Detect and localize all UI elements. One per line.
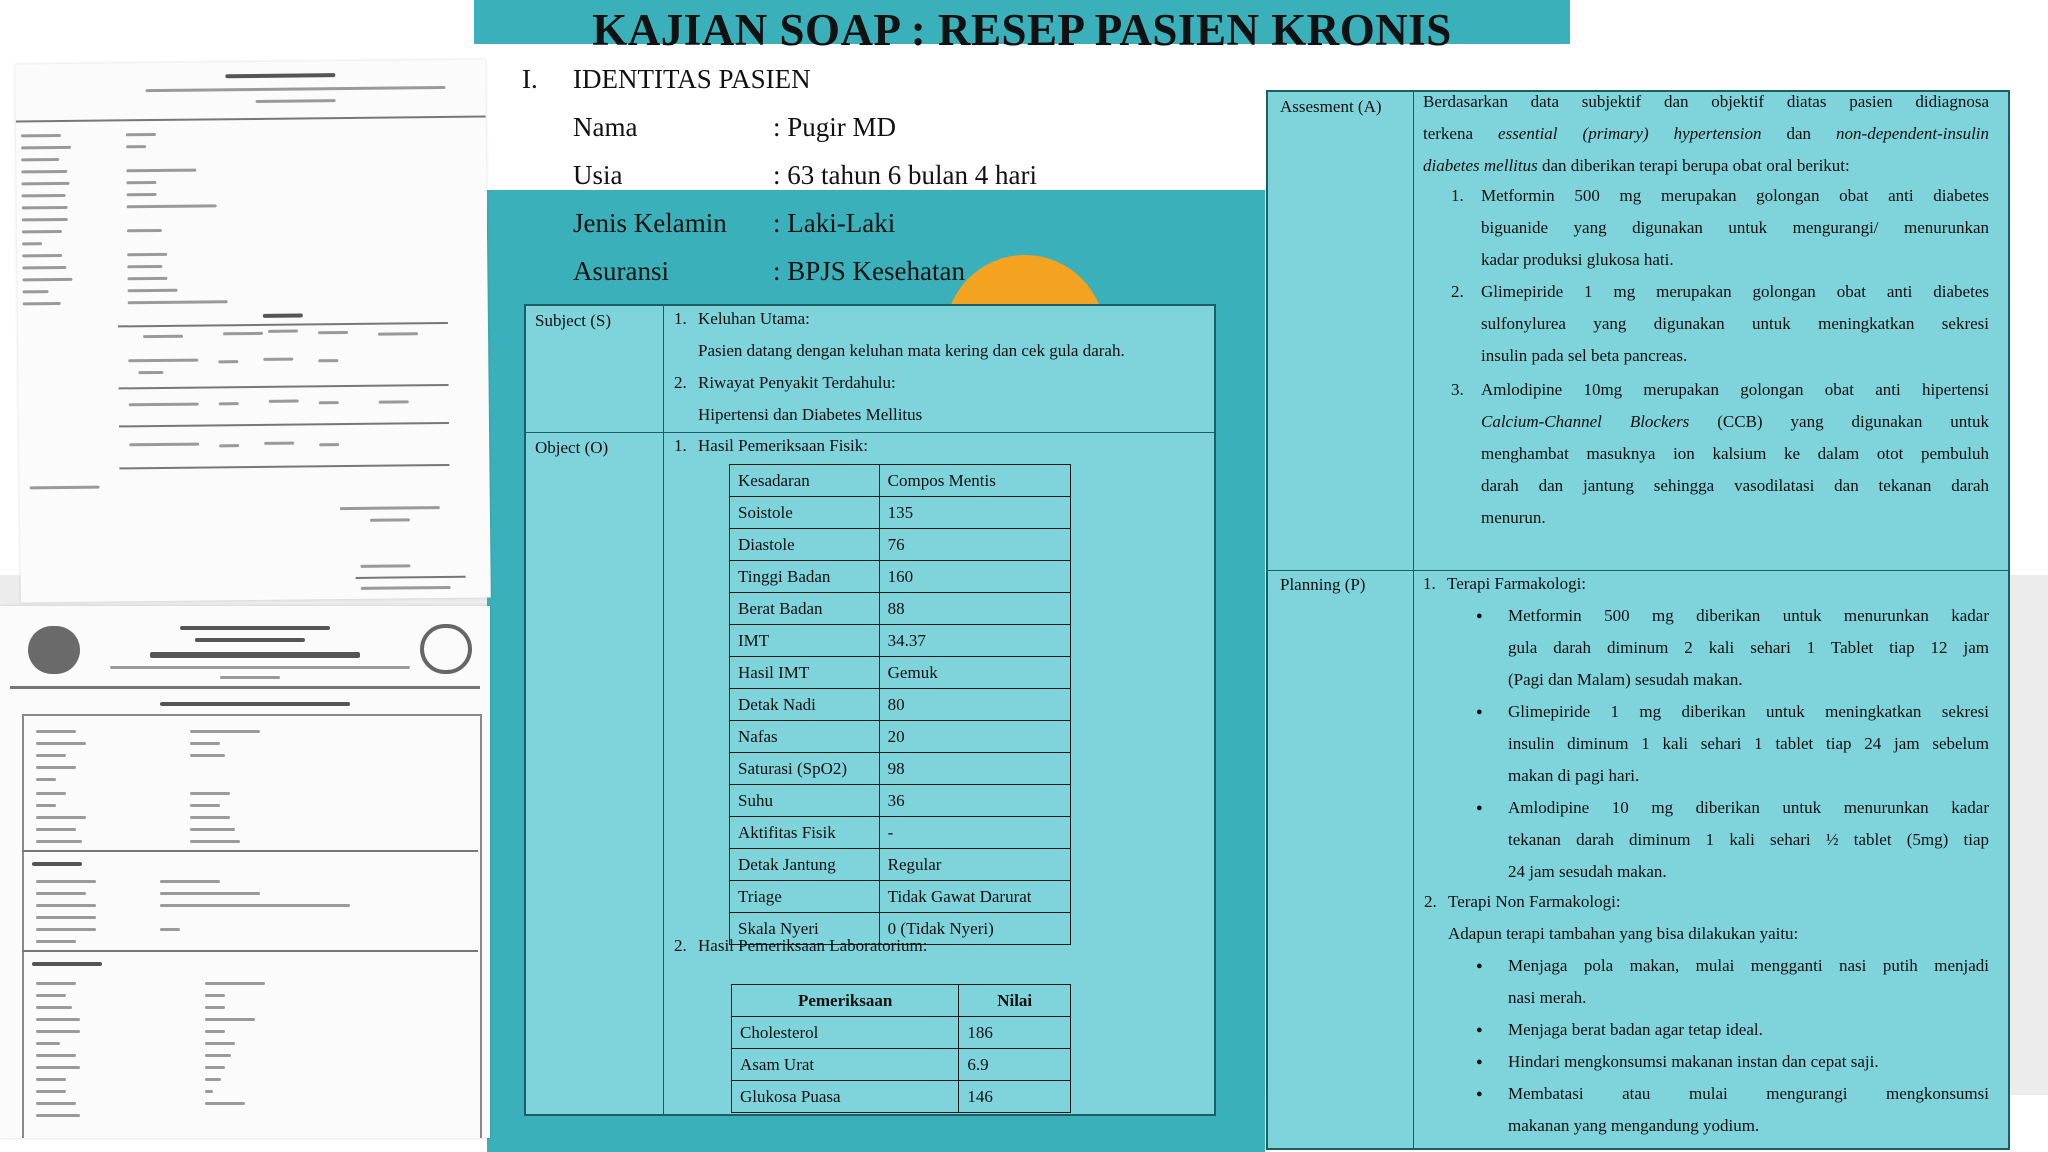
vitals-parameter: Soistole <box>730 497 880 529</box>
object-lab-title: Hasil Pemeriksaan Laboratorium: <box>698 936 928 955</box>
identity-section-title: IDENTITAS PASIEN <box>573 64 811 94</box>
identity-value-age: : 63 tahun 6 bulan 4 hari <box>773 160 1037 190</box>
lab-test-name: Cholesterol <box>732 1017 959 1049</box>
vitals-row <box>730 753 1071 785</box>
lab-table <box>731 984 1071 1113</box>
vitals-row <box>730 465 1071 497</box>
assessment-item-number: 2. <box>1451 282 1464 301</box>
bullet-icon: ● <box>1476 1088 1483 1100</box>
nonpharma-therapy-item-line: Menjaga berat badan agar tetap ideal. <box>1508 1020 1763 1039</box>
vitals-row <box>730 689 1071 721</box>
vitals-parameter: Suhu <box>730 785 880 817</box>
assessment-planning-panel <box>1266 90 2010 1150</box>
vitals-value: 135 <box>879 497 1070 529</box>
health-center-logo-icon <box>420 624 472 674</box>
identity-label-insurance: Asuransi <box>573 256 669 286</box>
vitals-parameter: Diastole <box>730 529 880 561</box>
assessment-item-line: biguanide yang digunakan untuk mengurangi/ menurunkan <box>1481 218 1989 237</box>
vitals-value: 20 <box>879 721 1070 753</box>
subject-history-title: Riwayat Penyakit Terdahulu: <box>698 373 896 392</box>
subject-chief-complaint-text: Pasien datang dengan keluhan mata kering dan cek gula darah. <box>698 341 1125 360</box>
vitals-parameter: Saturasi (SpO2) <box>730 753 880 785</box>
object-exam-number: 1. <box>674 436 687 455</box>
subject-label: Subject (S) <box>535 311 612 330</box>
assessment-item-number: 3. <box>1451 380 1464 399</box>
vitals-parameter: Detak Jantung <box>730 849 880 881</box>
page-title: KAJIAN SOAP : RESEP PASIEN KRONIS <box>592 5 1452 55</box>
assessment-item <box>1481 180 1989 276</box>
lab-row <box>732 1049 1071 1081</box>
planning-label: Planning (P) <box>1280 575 1366 594</box>
vitals-value: 98 <box>879 753 1070 785</box>
assessment-item-line: Glimepiride 1 mg merupakan golongan obat anti diabetes <box>1481 282 1989 301</box>
vitals-value: Gemuk <box>879 657 1070 689</box>
scanned-physical-exam <box>0 606 490 1138</box>
assessment-item-line: sulfonylurea yang digunakan untuk meningkatkan sekresi <box>1481 314 1989 333</box>
vitals-value: 36 <box>879 785 1070 817</box>
subject-chief-complaint-title: Keluhan Utama: <box>698 309 810 328</box>
planning-pharma-number: 1. <box>1423 574 1436 593</box>
pharma-therapy-item-line: Metformin 500 mg diberikan untuk menurunkan kadar <box>1508 606 1989 625</box>
vitals-parameter: Tinggi Badan <box>730 561 880 593</box>
vitals-row <box>730 721 1071 753</box>
vitals-value: 80 <box>879 689 1070 721</box>
vitals-row <box>730 561 1071 593</box>
object-label: Object (O) <box>535 438 609 457</box>
assessment-intro: Berdasarkan data subjektif dan objektif diatas pasien didiagnosa terkena essential (primary) hypertension dan non-dependent-insulin diabetes mellitus dan diberikan terapi berupa obat oral berikut: <box>1423 92 1990 175</box>
lab-test-value: 146 <box>959 1081 1071 1113</box>
lab-header-value: Nilai <box>959 985 1071 1017</box>
vitals-row <box>730 881 1071 913</box>
pharma-therapy-item-line: makan di pagi hari. <box>1508 766 1640 785</box>
object-lab-number: 2. <box>674 936 687 955</box>
subject-item-number: 2. <box>674 373 687 392</box>
vitals-value: 88 <box>879 593 1070 625</box>
bullet-icon: ● <box>1476 802 1483 814</box>
lab-header-test: Pemeriksaan <box>732 985 959 1017</box>
identity-label-gender: Jenis Kelamin <box>573 208 727 238</box>
pharma-therapy-item-line: (Pagi dan Malam) sesudah makan. <box>1508 670 1743 689</box>
subject-object-panel <box>524 304 1216 1116</box>
assessment-label: Assesment (A) <box>1280 97 1382 116</box>
assessment-item-amlodipine: Amlodipine 10mg merupakan golongan obat anti hipertensi Calcium-Channel Blockers (CCB) yang digunakan untuk menghambat masuknya ion kalsium ke dalam otot pembuluh darah dan jantung sehingga vasodilatasi dan tekanan darah menurun. <box>1481 380 1989 527</box>
vitals-value: 160 <box>879 561 1070 593</box>
lab-row <box>732 1081 1071 1113</box>
pharma-therapy-item <box>1508 696 1989 792</box>
vitals-value: 0 (Tidak Nyeri) <box>879 913 1070 945</box>
bullet-icon: ● <box>1476 1024 1483 1036</box>
vitals-parameter: Skala Nyeri <box>730 913 880 945</box>
nonpharma-therapy-item-line: Menjaga pola makan, mulai mengganti nasi putih menjadi <box>1508 956 1989 975</box>
identity-label-age: Usia <box>573 160 623 190</box>
vitals-parameter: Triage <box>730 881 880 913</box>
vitals-row <box>730 625 1071 657</box>
vitals-parameter: Nafas <box>730 721 880 753</box>
identity-value-name: : Pugir MD <box>773 112 897 142</box>
scanned-prescription <box>15 60 491 603</box>
lab-row <box>732 1017 1071 1049</box>
identity-label-name: Nama <box>573 112 638 142</box>
bullet-icon: ● <box>1476 1056 1483 1068</box>
vitals-parameter: Hasil IMT <box>730 657 880 689</box>
bullet-icon: ● <box>1476 706 1483 718</box>
assessment-item-number: 1. <box>1451 186 1464 205</box>
vitals-value: 34.37 <box>879 625 1070 657</box>
pharma-therapy-item-line: gula darah diminum 2 kali sehari 1 Tablet tiap 12 jam <box>1508 638 1989 657</box>
vitals-parameter: Berat Badan <box>730 593 880 625</box>
pharma-therapy-item <box>1508 792 1989 888</box>
pharma-therapy-item-line: 24 jam sesudah makan. <box>1508 862 1667 881</box>
pharma-therapy-item-line: tekanan darah diminum 1 kali sehari ½ tablet (5mg) tiap <box>1508 830 1989 849</box>
bullet-icon: ● <box>1476 960 1483 972</box>
nonpharma-therapy-item-line: Membatasi atau mulai mengurangi mengkonsumsi <box>1508 1084 1989 1103</box>
vitals-value: Regular <box>879 849 1070 881</box>
lab-test-name: Glukosa Puasa <box>732 1081 959 1113</box>
identity-value-insurance: : BPJS Kesehatan <box>773 256 965 286</box>
identity-section-number: I. <box>522 64 538 94</box>
planning-nonpharma-title: Terapi Non Farmakologi: <box>1448 892 1621 911</box>
vitals-row <box>730 849 1071 881</box>
identity-value-gender: : Laki-Laki <box>773 208 896 238</box>
vitals-row <box>730 657 1071 689</box>
vitals-row <box>730 817 1071 849</box>
assessment-item-line: Metformin 500 mg merupakan golongan obat anti diabetes <box>1481 186 1989 205</box>
pharma-therapy-item-line: insulin diminum 1 kali sehari 1 tablet tiap 24 jam sebelum <box>1508 734 1989 753</box>
assessment-item <box>1481 276 1989 372</box>
bullet-icon: ● <box>1476 610 1483 622</box>
vitals-parameter: Detak Nadi <box>730 689 880 721</box>
vitals-value: - <box>879 817 1070 849</box>
nonpharma-therapy-item <box>1508 1014 1989 1046</box>
lab-test-value: 186 <box>959 1017 1071 1049</box>
vitals-value: 76 <box>879 529 1070 561</box>
vitals-table <box>729 464 1071 945</box>
vitals-row <box>730 593 1071 625</box>
nonpharma-therapy-item <box>1508 1046 1989 1078</box>
subject-item-number: 1. <box>674 309 687 328</box>
object-exam-title: Hasil Pemeriksaan Fisik: <box>698 436 868 455</box>
pharma-therapy-item <box>1508 600 1989 696</box>
nonpharma-therapy-item-line: makanan yang mengandung yodium. <box>1508 1116 1760 1135</box>
nonpharma-therapy-item-line: Hindari mengkonsumsi makanan instan dan cepat saji. <box>1508 1052 1879 1071</box>
planning-pharma-title: Terapi Farmakologi: <box>1447 574 1587 593</box>
nonpharma-therapy-item-line: nasi merah. <box>1508 988 1587 1007</box>
nonpharma-therapy-item <box>1508 950 1989 1014</box>
pharma-therapy-item-line: Amlodipine 10 mg diberikan untuk menurunkan kadar <box>1508 798 1989 817</box>
planning-nonpharma-intro: Adapun terapi tambahan yang bisa dilakukan yaitu: <box>1448 924 1799 943</box>
planning-nonpharma-number: 2. <box>1424 892 1437 911</box>
vitals-row <box>730 497 1071 529</box>
assessment-item-line: insulin pada sel beta pancreas. <box>1481 346 1688 365</box>
vitals-row <box>730 785 1071 817</box>
pharma-therapy-item-line: Glimepiride 1 mg diberikan untuk meningkatkan sekresi <box>1508 702 1989 721</box>
lab-test-name: Asam Urat <box>732 1049 959 1081</box>
government-emblem-icon <box>28 626 80 674</box>
lab-test-value: 6.9 <box>959 1049 1071 1081</box>
vitals-parameter: Aktifitas Fisik <box>730 817 880 849</box>
vitals-value: Tidak Gawat Darurat <box>879 881 1070 913</box>
vitals-parameter: Kesadaran <box>730 465 880 497</box>
vitals-row <box>730 529 1071 561</box>
vitals-value: Compos Mentis <box>879 465 1070 497</box>
vitals-parameter: IMT <box>730 625 880 657</box>
assessment-item-line: kadar produksi glukosa hati. <box>1481 250 1674 269</box>
nonpharma-therapy-item <box>1508 1078 1989 1142</box>
subject-history-text: Hipertensi dan Diabetes Mellitus <box>698 405 923 424</box>
